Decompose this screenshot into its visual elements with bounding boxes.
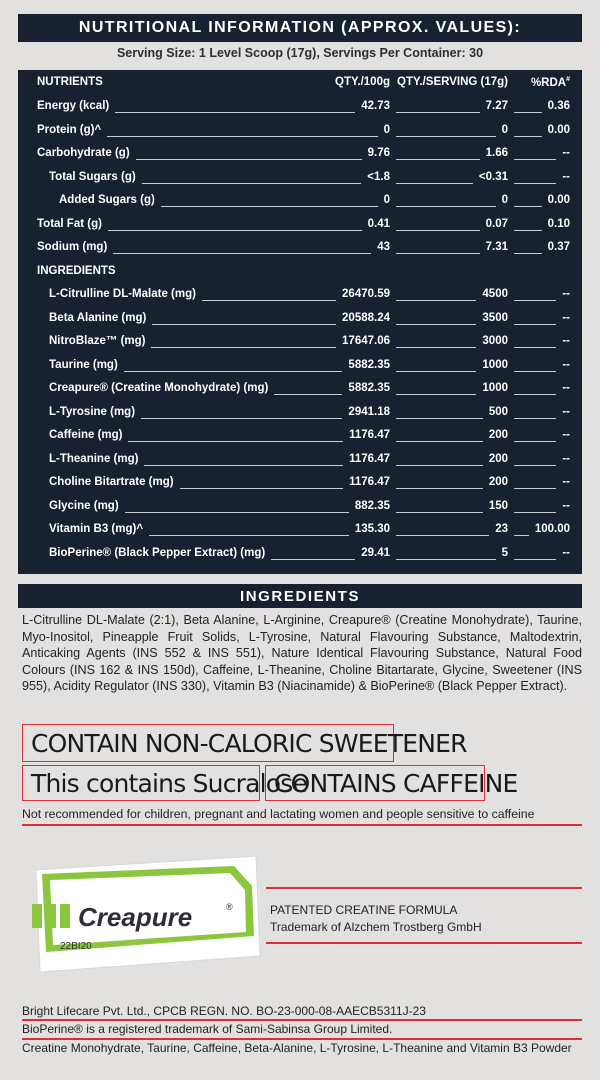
sweetener-notice-text: CONTAIN NON-CALORIC SWEETENER <box>31 728 467 758</box>
row-qty100: 1176.47 <box>349 476 390 488</box>
table-row <box>18 476 582 494</box>
row-rda: -- <box>562 147 570 159</box>
nutrition-title-bar <box>18 14 582 42</box>
leader-line <box>514 230 542 231</box>
leader-line <box>161 206 378 207</box>
leader-line <box>514 394 556 395</box>
ingredients-label: INGREDIENTS <box>37 264 116 277</box>
footer-divider-2 <box>22 1038 582 1040</box>
header-nutrients: NUTRIENTS <box>37 76 103 88</box>
row-name: Sodium (mg) <box>37 241 108 253</box>
leader-line <box>149 535 349 536</box>
leader-line <box>514 206 542 207</box>
table-row <box>18 359 582 377</box>
row-qty-serving: 1000 <box>482 358 508 371</box>
row-rda: 100.00 <box>534 523 570 535</box>
logo-reg: ® <box>226 902 233 912</box>
leader-line <box>142 183 361 184</box>
leader-line <box>396 559 496 560</box>
row-qty100: 1176.47 <box>349 452 390 465</box>
row-qty100: 0 <box>383 123 390 136</box>
header-qty-serving: QTY./SERVING (17g) <box>397 76 508 88</box>
row-name: Carbohydrate (g) <box>37 147 130 159</box>
row-qty-serving: <0.31 <box>478 170 508 183</box>
row-qty100: 26470.59 <box>342 288 390 300</box>
row-qty-serving: 0 <box>501 194 508 206</box>
divider <box>22 824 582 826</box>
row-rda: -- <box>562 476 570 488</box>
row-qty100: 20588.24 <box>342 311 390 324</box>
leader-line <box>180 488 343 489</box>
leader-line <box>396 206 496 207</box>
row-name: Added Sugars (g) <box>59 194 155 206</box>
leader-line <box>514 159 556 160</box>
table-row <box>18 218 582 236</box>
row-qty-serving: 23 <box>495 523 508 535</box>
logo-bar-2 <box>46 904 56 928</box>
row-name: Creapure® (Creatine Monohydrate) (mg) <box>49 382 269 394</box>
patent-bottom-line <box>266 942 582 944</box>
row-qty-serving: 5 <box>501 546 508 559</box>
table-row <box>18 335 582 353</box>
row-qty100: 5882.35 <box>348 358 390 371</box>
row-name: Beta Alanine (mg) <box>49 311 147 324</box>
row-name: Glycine (mg) <box>49 499 119 512</box>
row-rda: -- <box>562 546 570 559</box>
leader-line <box>151 347 336 348</box>
leader-line <box>396 230 480 231</box>
leader-line <box>396 253 480 254</box>
leader-line <box>514 371 556 372</box>
logo-bar-3 <box>60 904 70 928</box>
leader-line <box>115 112 355 113</box>
table-row <box>18 547 582 565</box>
leader-line <box>396 418 483 419</box>
table-row <box>18 100 582 118</box>
row-name: Choline Bitartrate (mg) <box>49 476 174 488</box>
row-name: Total Sugars (g) <box>49 170 136 183</box>
row-qty100: 0.41 <box>367 217 390 230</box>
leader-line <box>396 488 483 489</box>
row-name: L-Theanine (mg) <box>49 452 139 465</box>
row-qty-serving: 200 <box>488 476 508 488</box>
row-name: Total Fat (g) <box>37 217 102 230</box>
leader-line <box>396 512 483 513</box>
table-row <box>18 500 582 518</box>
header-qty100: QTY./100g <box>335 76 390 88</box>
patent-top-line <box>266 887 582 889</box>
row-name: Protein (g)^ <box>37 123 102 136</box>
leader-line <box>396 183 473 184</box>
table-row <box>18 406 582 424</box>
leader-line <box>141 418 342 419</box>
leader-line <box>125 512 349 513</box>
bioperine-trademark: BioPerine® is a registered trademark of Sami-Sabinsa Group Limited. <box>22 1022 393 1036</box>
leader-line <box>124 371 342 372</box>
leader-line <box>396 159 480 160</box>
leader-line <box>514 535 529 536</box>
nutrition-title: NUTRITIONAL INFORMATION (APPROX. VALUES): <box>78 19 522 36</box>
leader-line <box>514 488 556 489</box>
row-qty-serving: 200 <box>488 452 508 465</box>
logo-brand: Creapure <box>78 902 193 932</box>
leader-line <box>271 559 355 560</box>
table-row <box>18 124 582 142</box>
row-rda: 0.37 <box>547 241 570 253</box>
row-name: BioPerine® (Black Pepper Extract) (mg) <box>49 546 266 559</box>
row-qty100: 5882.35 <box>348 382 390 394</box>
row-rda: -- <box>562 405 570 418</box>
header-rda-text: %RDA <box>530 76 567 89</box>
row-name: Energy (kcal) <box>37 100 110 112</box>
row-rda: -- <box>562 429 570 441</box>
row-qty-serving: 200 <box>488 429 508 441</box>
caffeine-notice <box>265 765 518 801</box>
ingredients-text: L-Citrulline DL-Malate (2:1), Beta Alanine, L-Arginine, Creapure® (Creatine Monohydrate), Taurine, Myo-Inositol, Pineapple Fruit Solids, L-Tyrosine, Natural Flavouring Substance, Maltodextrin, Anticaking Agents (INS 552 & INS 551), Nature Identical Flavouring Substance, Natural Food Colours (INS 162 & INS 150d), Caffeine, L-Theanine, Choline Bitartarate, Glycine, Sweetener (INS 955), Acidity Regulator (INS 330), Vitamin B3 (Niacinamide) & BioPerine® (Black Pepper Extract). <box>22 613 582 693</box>
table-header-row <box>18 76 582 94</box>
logo-bar-1 <box>32 904 42 928</box>
leader-line <box>514 183 556 184</box>
table-row <box>18 171 582 189</box>
leader-line <box>514 347 556 348</box>
leader-line <box>152 324 336 325</box>
patent-line-1: PATENTED CREATINE FORMULA <box>270 903 458 917</box>
leader-line <box>136 159 362 160</box>
row-qty100: 882.35 <box>354 499 390 512</box>
leader-line <box>396 300 476 301</box>
leader-line <box>396 371 476 372</box>
table-row <box>18 288 582 306</box>
row-rda: 0.36 <box>547 100 570 112</box>
row-name: Caffeine (mg) <box>49 429 123 441</box>
leader-line <box>514 465 556 466</box>
leader-line <box>514 136 542 137</box>
leader-line <box>396 136 496 137</box>
leader-line <box>514 512 556 513</box>
row-qty-serving: 0.07 <box>485 217 508 230</box>
table-row <box>18 453 582 471</box>
leader-line <box>396 535 489 536</box>
row-qty100: 2941.18 <box>348 405 390 418</box>
leader-line <box>396 465 483 466</box>
leader-line <box>274 394 342 395</box>
leader-line <box>202 300 336 301</box>
leader-line <box>396 347 476 348</box>
sucralose-notice-text: This contains Sucralose <box>31 768 308 798</box>
row-qty-serving: 1.66 <box>485 147 508 159</box>
leader-line <box>514 300 556 301</box>
leader-line <box>514 253 542 254</box>
leader-line <box>108 230 362 231</box>
row-rda: 0.00 <box>547 123 570 136</box>
footer-divider-1 <box>22 1019 582 1021</box>
leader-line <box>514 112 542 113</box>
row-qty100: 0 <box>383 194 390 206</box>
row-qty100: 9.76 <box>367 147 390 159</box>
nutrition-table <box>18 70 582 574</box>
caffeine-notice-text: CONTAINS CAFFEINE <box>274 768 518 798</box>
logo-code: 22BI20 <box>60 941 92 952</box>
row-rda: -- <box>562 288 570 300</box>
row-qty-serving: 4500 <box>482 288 508 300</box>
header-rda <box>531 76 570 89</box>
leader-line <box>396 112 480 113</box>
row-rda: -- <box>562 499 570 512</box>
row-name: L-Tyrosine (mg) <box>49 405 136 418</box>
row-qty100: <1.8 <box>367 170 390 183</box>
sucralose-notice <box>22 765 308 801</box>
leader-line <box>113 253 371 254</box>
patent-line-2: Trademark of Alzchem Trostberg GmbH <box>270 920 482 934</box>
row-qty-serving: 7.31 <box>485 241 508 253</box>
leader-line <box>128 441 343 442</box>
row-name: Taurine (mg) <box>49 358 118 371</box>
row-rda: -- <box>562 358 570 371</box>
leader-line <box>514 324 556 325</box>
table-row <box>18 194 582 212</box>
ingredients-label-row <box>18 265 582 283</box>
row-qty-serving: 3500 <box>482 311 508 324</box>
row-name: Vitamin B3 (mg)^ <box>49 523 144 535</box>
leader-line <box>514 418 556 419</box>
row-qty100: 135.30 <box>354 523 390 535</box>
table-row <box>18 382 582 400</box>
row-qty-serving: 500 <box>488 405 508 418</box>
row-rda: -- <box>562 335 570 347</box>
creapure-logo <box>24 852 264 976</box>
leader-line <box>514 441 556 442</box>
row-name: NitroBlaze™ (mg) <box>49 335 146 347</box>
warning-text: Not recommended for children, pregnant and lactating women and people sensitive to caffeine <box>22 807 535 821</box>
row-qty-serving: 150 <box>488 499 508 512</box>
leader-line <box>396 441 483 442</box>
table-row <box>18 312 582 330</box>
table-row <box>18 429 582 447</box>
row-qty-serving: 0 <box>501 123 508 136</box>
row-rda: 0.10 <box>547 217 570 230</box>
leader-line <box>396 324 476 325</box>
table-row <box>18 523 582 541</box>
row-qty100: 29.41 <box>361 546 390 559</box>
ingredients-title-bar <box>18 584 582 608</box>
row-name: L-Citrulline DL-Malate (mg) <box>49 288 196 300</box>
row-qty-serving: 3000 <box>482 335 508 347</box>
row-qty-serving: 1000 <box>482 382 508 394</box>
leader-line <box>514 559 556 560</box>
leader-line <box>107 136 378 137</box>
table-row <box>18 241 582 259</box>
sweetener-notice <box>22 724 467 762</box>
row-qty100: 43 <box>377 241 390 253</box>
row-rda: -- <box>562 382 570 394</box>
serving-info: Serving Size: 1 Level Scoop (17g), Servings Per Container: 30 <box>116 46 484 60</box>
powder-description: Creatine Monohydrate, Taurine, Caffeine, Beta-Alanine, L-Tyrosine, L-Theanine and Vitamin B3 Powder <box>22 1041 572 1055</box>
row-rda: -- <box>562 452 570 465</box>
company-info: Bright Lifecare Pvt. Ltd., CPCB REGN. NO. BO-23-000-08-AAECB5311J-23 <box>22 1004 426 1018</box>
row-rda: -- <box>562 311 570 324</box>
leader-line <box>396 394 476 395</box>
row-qty100: 17647.06 <box>342 335 390 347</box>
row-qty100: 1176.47 <box>349 429 390 441</box>
ingredients-title: INGREDIENTS <box>239 587 361 605</box>
header-rda-sup: # <box>566 76 570 83</box>
row-qty100: 42.73 <box>361 100 390 112</box>
table-row <box>18 147 582 165</box>
leader-line <box>144 465 343 466</box>
row-rda: -- <box>562 170 570 183</box>
row-qty-serving: 7.27 <box>485 100 508 112</box>
row-rda: 0.00 <box>547 194 570 206</box>
